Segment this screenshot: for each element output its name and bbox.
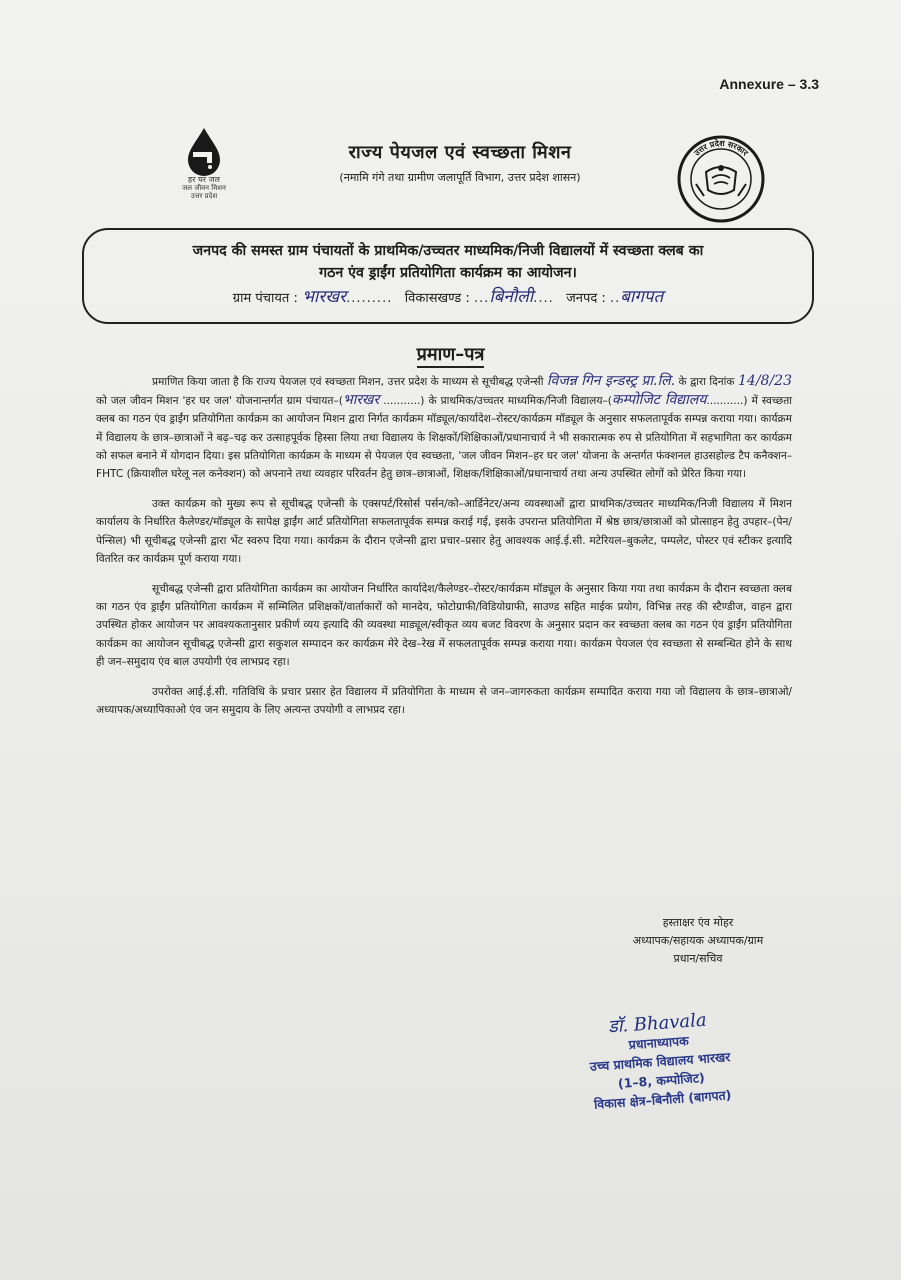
signature-line-2: अध्यापक/सहायक अध्यापक/ग्राम [632, 934, 764, 947]
seal-text: उत्तर प्रदेश सरकार [692, 138, 750, 158]
p1-text-c: को जल जीवन मिशन 'हर घर जल' योजनान्तर्गत ग्राम पंचायत–( [96, 395, 343, 408]
gram-panchayat-label: ग्राम पंचायत : [232, 291, 298, 306]
location-fields: ग्राम पंचायत : भारखर......... विकासखण्ड : ...बिनौली.... जनपद : ..बागपत [232, 287, 664, 307]
certificate-title-text: प्रमाण–पत्र [417, 344, 485, 368]
mission-subtitle: (नमामि गंगे तथा ग्रामीण जलापूर्ति विभाग, उत्तर प्रदेश शासन) [339, 171, 581, 184]
vikaskhand-value: बिनौली [489, 287, 534, 307]
mission-title: राज्य पेयजल एवं स्वच्छता मिशन [348, 142, 572, 163]
p1-text-e: ...........) में स्वच्छता क्लब का गठन एंव ड्राईंग प्रतियोगिता कार्यक्रम का आयोजन मिशन द्वारा निर्गत कार्यक्रम मॉड्यूल/कार्यादेश–रोस्टर/कार्यक्रम मॉड्यूल के अनुसार सफलतापूर्वक सम्पन्न कराया गया। कार्यक्रम में विद्यालय के छात्र–छात्राओं ने बढ़–चढ़ कर उत्साहपूर्वक हिस्सा लिया तथा विद्यालय के शिक्षकों/शिक्षिकाओं/प्रधानाचार्य ने भी सकारात्मक रुप से प्रतियोगिता में सहभागिता कर कार्यक्रम को सफल बनाने में योगदान दिया। इस प्रतियोगिता कार्यक्रम के माध्यम से पेयजल एंव स्वच्छता, 'जल जीवन मिशन–हर घर जल' योजना के अन्तर्गत फंक्शनल हाउसहोल्ड टैप कनैक्शन–FHTC (क्रियाशील घरेलू नल कनेक्शन) को अपनाने तथा व्यवहार परिवर्तन हेतु छात्र–छात्राओं, शिक्षक/शिक्षिकाओं/प्रधानाचार्य तथा अन्य उपस्थित लोगों को प्रेरित किया गया। [96, 395, 792, 481]
p1-text-b: के द्वारा दिनांक [678, 376, 735, 388]
uttar-pradesh-government-seal-icon [676, 134, 766, 224]
logo-caption-1: हर घर जल [188, 175, 220, 184]
paragraph-4: उपरोक्त आई.ई.सी. गतिविधि के प्रचार प्रसार हेत विद्यालय में प्रतियोगिता के माध्यम से जन–जागरुकता कार्यक्रम सम्पादित कराया गया जो विद्यालय के छात्र–छात्राओ/अध्यापक/अध्यापिकाओ एंव जन समुदाय के लिए अत्यन्त उपयोगी व लाभप्रद रहा। [96, 686, 792, 717]
headmaster-stamp [547, 1006, 773, 1116]
signature-line-3: प्रधान/सचिव [673, 952, 723, 965]
annexure-label: Annexure – 3.3 [719, 76, 819, 92]
vikaskhand-label: विकासखण्ड : [404, 291, 470, 306]
p1-agency-handwritten: विजन्न गिन इन्डस्ट्र प्रा.लि. [546, 373, 676, 389]
janpad-value: बागपत [620, 287, 664, 307]
stamp-line-3: (1–8, कम्पोजिट) [617, 1069, 706, 1091]
p1-text-d: ...........) के प्राथमिक/उच्चतर माध्यमिक/निजी विद्यालय–( [383, 395, 612, 408]
gram-panchayat-value: भारखर [301, 287, 347, 307]
p1-text-a: प्रमाणित किया जाता है कि राज्य पेयजल एवं स्वच्छता मिशन, उत्तर प्रदेश के माध्यम से सूचीबद्ध एजेन्सी [152, 376, 544, 388]
har-ghar-jal-logo [164, 126, 244, 200]
subject-box [82, 228, 814, 324]
handwritten-signature: डॉ. Bhavala [607, 1009, 708, 1038]
subject-line-1: जनपद की समस्त ग्राम पंचायतों के प्राथमिक/उच्चतर माध्यमिक/निजी विद्यालयों में स्वच्छता क्लब का [192, 243, 704, 259]
certificate-title [0, 342, 901, 366]
janpad-label: जनपद : [566, 291, 606, 306]
certificate-body [96, 372, 792, 731]
signature-line-1: हस्ताक्षर एंव मोहर [662, 916, 734, 929]
stamp-line-4: विकास क्षेत्र–बिनौली (बागपत) [593, 1087, 732, 1112]
subject-line-2: गठन एंव ड्राईंग प्रतियोगिता कार्यक्रम का आयोजन। [319, 265, 577, 281]
p1-village-handwritten: भारखर [342, 392, 380, 409]
header [260, 140, 660, 185]
p1-date-handwritten: 14/8/23 [738, 373, 792, 389]
paragraph-1 [96, 372, 792, 483]
paragraph-3: सूचीबद्ध एजेन्सी द्वारा प्रतियोगिता कार्यक्रम का आयोजन निर्धारित कार्यादेश/कैलेण्डर–रोस्टर/कार्यक्रम मॉड्यूल के अनुसार किया गया तथा कार्यक्रम के दौरान स्वच्छता क्लब का गठन एंव ड्राईंग प्रतियोगिता कार्यक्रम में सम्मिलित प्रशिक्षकों/वार्ताकारों को मानदेय, फोटोग्राफी/विडियोग्राफी, साउण्ड सहित माईक प्रयोग, विभिन्न तरह की स्टैण्डीज, वाहन द्वारा उपस्थित होकर आयोजन पर आवश्यकतानुसार प्रकीर्ण व्यय इत्यादि की व्यवस्था माड्यूल/स्वीकृत व्यय बजट विवरण के अनुसार प्रदान कर स्वच्छता क्लब का गठन एंव ड्राईंग प्रतियोगिता कार्यक्रम का आयोजन सूचीबद्ध एजेन्सी द्वारा सकुशल सम्पादन कर कार्यक्रम मेरे देख–रेख में सफलतापूर्वक सम्पन्न कराया गया। कार्यक्रम पेयजल एंव स्वच्छता से सम्बन्धित होने के साथ ही जन–समुदाय एंव बाल उपयोगी एंव लाभप्रद रहा। [96, 583, 792, 668]
stamp-line-2: उच्च प्राथमिक विद्यालय भारखर [589, 1049, 731, 1074]
logo-caption-2: जल जीवन मिशन [182, 184, 226, 192]
paragraph-2: उक्त कार्यक्रम को मुख्य रूप से सूचीबद्ध एजेन्सी के एक्सपर्ट/रिसोर्स पर्सन/को–आर्डिनेटर/अन्य व्यवस्थाओं द्वारा प्राथमिक/उच्चतर माध्यमिक/निजी विद्यालय में मिशन कार्यालय के निर्धारित कैलेण्डर/मॉड्यूल के सापेक्ष ड्राईंग आर्ट प्रतियोगिता सफलतापूर्वक सम्पन्न कराई गई, इसके उपरान्त प्रतियोगिता में श्रेष्ठ छात्र/छात्राओं को प्रोत्साहन हेतु उपहार–(पेन/पेन्सिल) भी सूचीबद्ध एजेन्सी द्वारा भेंट स्वरुप दिया गया। कार्यक्रम के दौरान एजेन्सी द्वारा प्रचार–प्रसार हेतु आवश्यक आई.ई.सी. मटेरियल–बुकलेट, पम्पलेट, पोस्टर एवं स्टीकर इत्यादि वितरित कर कार्यक्रम पूर्ण कराया गया। [96, 498, 792, 565]
p1-school-handwritten: कम्पोजिट विद्यालय [611, 392, 707, 409]
stamp-line-1: प्रधानाध्यापक [628, 1032, 690, 1053]
logo-caption-3: उत्तर प्रदेश [190, 192, 218, 200]
signature-block [598, 914, 798, 968]
water-drop-tap-icon [184, 126, 224, 176]
